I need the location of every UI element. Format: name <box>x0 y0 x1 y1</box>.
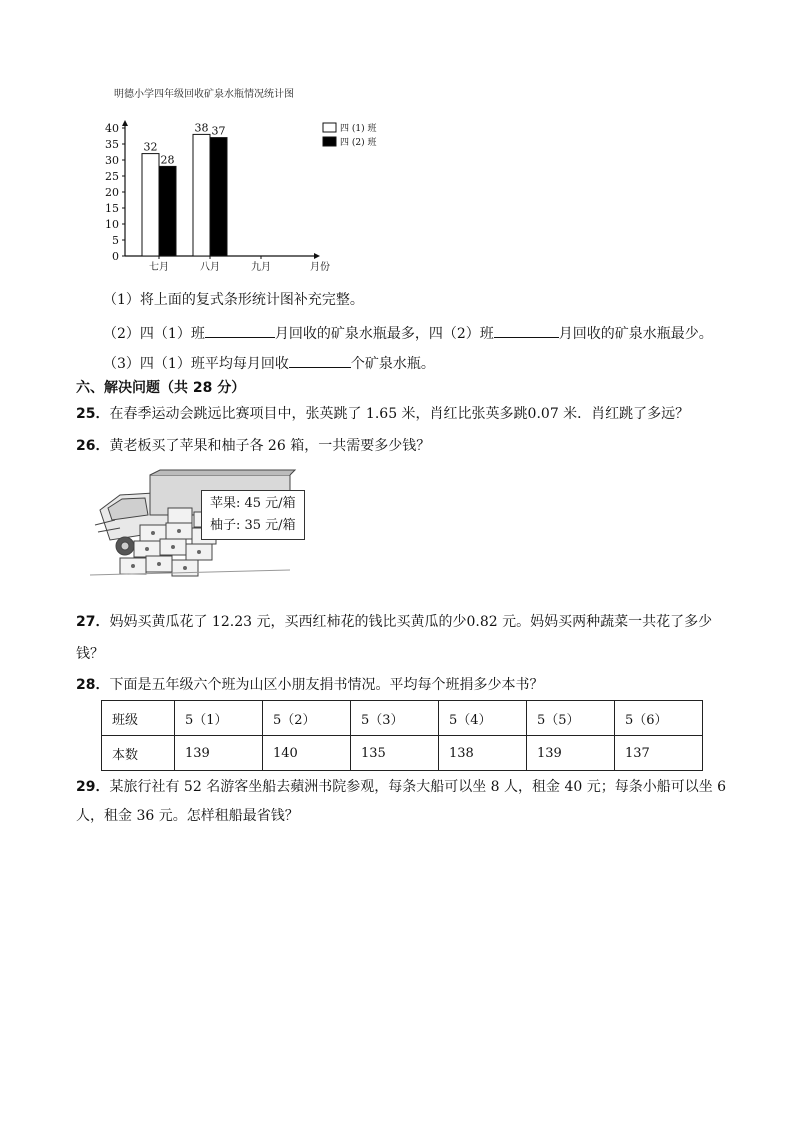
x-axis-label: 月份 <box>310 262 330 273</box>
table-cell: 135 <box>351 736 439 771</box>
legend-label: 四 (1) 班 <box>340 124 377 134</box>
y-tick-label: 20 <box>105 186 119 199</box>
question-number: 29． <box>76 779 110 795</box>
question-27-line2: 钱？ <box>76 646 104 662</box>
bar <box>142 154 159 256</box>
price-box <box>201 490 305 540</box>
question-26 <box>76 436 430 456</box>
question-29 <box>76 777 726 797</box>
table-cell: 5（4） <box>439 701 527 736</box>
table-cell: 5（2） <box>263 701 351 736</box>
y-axis-arrow <box>122 120 128 126</box>
q24-part3-a: （3）四（1）班平均每月回收 <box>103 356 289 372</box>
y-tick-label: 35 <box>105 138 119 151</box>
y-tick-label: 25 <box>105 170 119 183</box>
question-25 <box>76 404 689 424</box>
y-tick-label: 15 <box>105 202 119 215</box>
question-28 <box>76 675 543 695</box>
bar-value-label: 37 <box>211 124 226 138</box>
table-cell: 班级 <box>102 701 175 736</box>
x-tick-label: 八月 <box>200 262 220 273</box>
y-tick-label: 0 <box>112 250 119 263</box>
question-text: 在春季运动会跳远比赛项目中，张英跳了 1.65 米，肖红比张英多跳0.07 米．肖红跳了多远？ <box>109 406 690 422</box>
table-cell: 139 <box>527 736 615 771</box>
table-row <box>102 701 703 736</box>
table-cell: 137 <box>615 736 703 771</box>
y-tick-label: 10 <box>105 218 119 231</box>
q24-part2-a: （2）四（1）班 <box>103 326 205 342</box>
question-number: 28． <box>76 677 110 693</box>
legend-label: 四 (2) 班 <box>340 138 377 148</box>
bar-value-label: 38 <box>194 121 209 135</box>
bar <box>210 138 227 256</box>
table-cell: 139 <box>175 736 263 771</box>
answer-blank[interactable] <box>289 352 351 368</box>
q24-part1: （1）将上面的复式条形统计图补充完整。 <box>103 292 364 308</box>
question-text: 下面是五年级六个班为山区小朋友捐书情况。平均每个班捐多少本书？ <box>109 677 544 693</box>
q24-part3 <box>103 352 435 374</box>
question-text: 黄老板买了苹果和柚子各 26 箱，一共需要多少钱？ <box>109 438 431 454</box>
x-tick-label: 九月 <box>251 262 271 273</box>
q24-part3-b: 个矿泉水瓶。 <box>350 356 435 372</box>
table-cell: 5（1） <box>175 701 263 736</box>
y-tick-label: 30 <box>105 154 119 167</box>
price-pomelo: 柚子: 35 元/箱 <box>210 518 296 533</box>
chart-title: 明德小学四年级回收矿泉水瓶情况统计图 <box>114 89 294 100</box>
q24-part2-b: 月回收的矿泉水瓶最多，四（2）班 <box>274 326 494 342</box>
bar-chart <box>90 100 377 280</box>
answer-blank[interactable] <box>494 322 559 338</box>
price-apple: 苹果: 45 元/箱 <box>210 496 296 511</box>
q24-part2 <box>103 322 713 344</box>
x-axis-arrow <box>314 253 320 259</box>
bar <box>159 166 176 256</box>
table-cell: 本数 <box>102 736 175 771</box>
question-text: 某旅行社有 52 名游客坐船去蘋洲书院参观，每条大船可以坐 8 人，租金 40 元；每条小船可以坐 6 <box>109 779 727 795</box>
table-cell: 140 <box>263 736 351 771</box>
question-27 <box>76 612 712 632</box>
question-text: 妈妈买黄瓜花了 12.23 元，买西红柿花的钱比买黄瓜的少0.82 元。妈妈买两种蔬菜一共花了多少 <box>109 614 713 630</box>
y-tick-label: 5 <box>112 234 119 247</box>
question-number: 25． <box>76 406 110 422</box>
y-tick-label: 40 <box>105 122 119 135</box>
bar-value-label: 28 <box>160 153 175 167</box>
books-table <box>101 700 703 771</box>
q24-part2-c: 月回收的矿泉水瓶最少。 <box>558 326 713 342</box>
section-heading: 六、解决问题（共 28 分） <box>76 380 246 396</box>
bar-value-label: 32 <box>143 140 158 154</box>
answer-blank[interactable] <box>205 322 275 338</box>
bar <box>193 134 210 256</box>
legend-swatch <box>323 123 336 132</box>
question-number: 26． <box>76 438 110 454</box>
legend-swatch <box>323 137 336 146</box>
table-cell: 138 <box>439 736 527 771</box>
table-cell: 5（3） <box>351 701 439 736</box>
table-cell: 5（5） <box>527 701 615 736</box>
question-number: 27． <box>76 614 110 630</box>
question-29-line2: 人，租金 36 元。怎样租船最省钱？ <box>76 808 299 824</box>
x-tick-label: 七月 <box>149 262 169 273</box>
table-row <box>102 736 703 771</box>
table-cell: 5（6） <box>615 701 703 736</box>
